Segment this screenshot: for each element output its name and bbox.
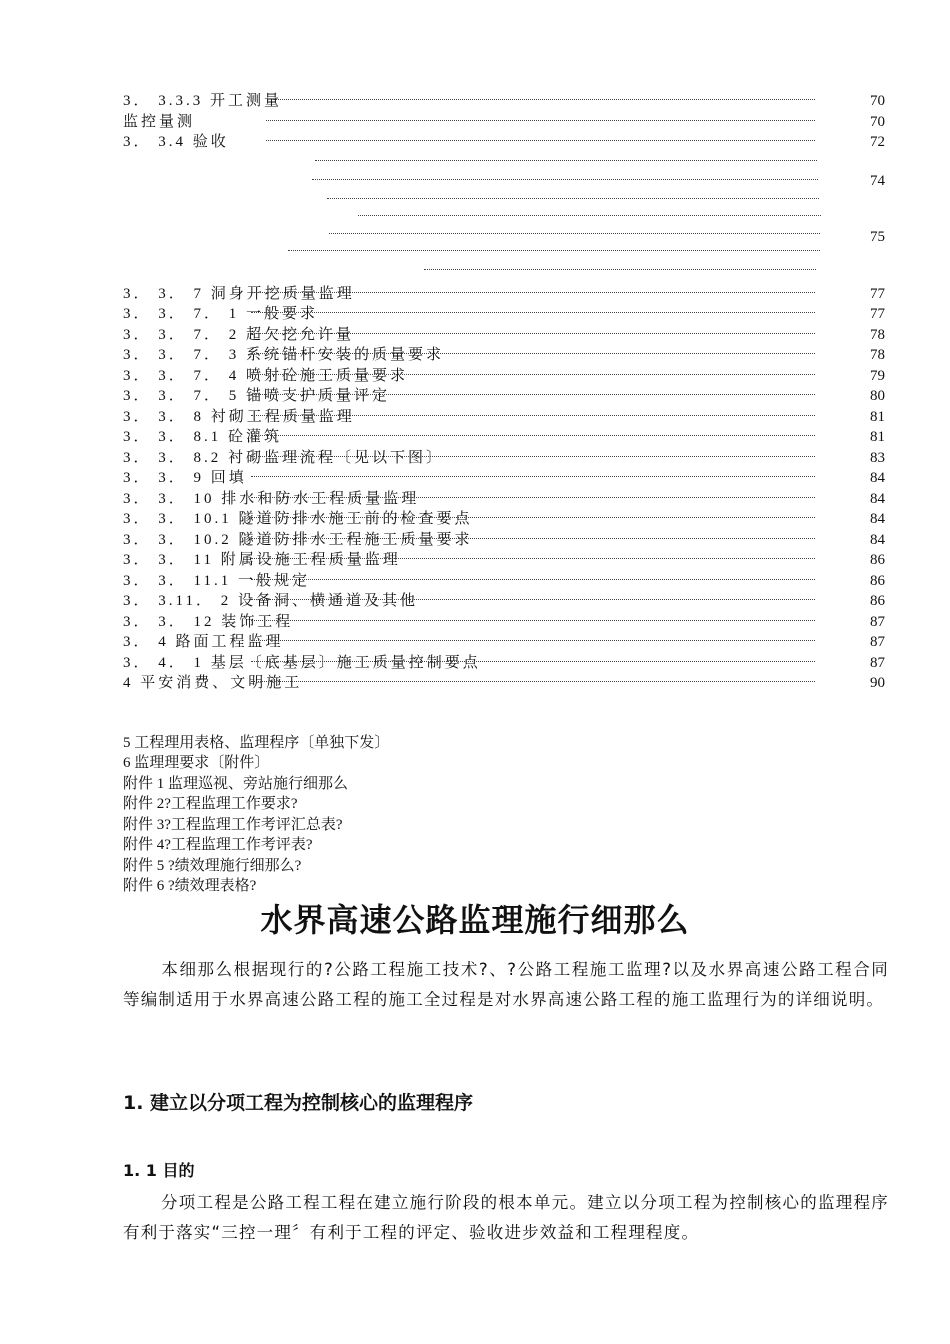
toc-leader [273, 99, 815, 100]
toc-leader [251, 558, 815, 559]
toc-entry[interactable] [123, 591, 885, 611]
toc-entry[interactable] [123, 509, 885, 529]
toc-entry[interactable] [123, 345, 885, 365]
toc-entry-page: 84 [870, 470, 885, 486]
toc-entry-label: 3． 3． 7 洞身开挖质量监理 [123, 286, 355, 302]
toc-entry[interactable] [123, 304, 885, 324]
toc-entry-label: 3． 3． 10.2 隧道防排水工程施工质量要求 [123, 532, 473, 548]
toc-entry-label: 3． 3． 7． 1 一般要求 [123, 306, 319, 322]
toc-leader [251, 640, 815, 641]
attachment-item: 5 工程理用表格、监理程序〔单独下发〕 [123, 735, 390, 751]
intro-paragraph [123, 955, 889, 1015]
toc-entry-page: 90 [870, 675, 885, 691]
toc-entry-page: 77 [870, 286, 885, 302]
toc-entry-label: 3． 3． 11 附属设施工程质量监理 [123, 552, 401, 568]
toc-leader [251, 435, 815, 436]
toc-entry-page: 75 [870, 229, 885, 245]
toc-entry-label: 3． 3． 8.2 衬砌监理流程〔见以下图〕 [123, 450, 445, 466]
subsection-paragraph [123, 1188, 889, 1248]
toc-entry-label: 3． 3． 10 排水和防水工程质量监理 [123, 491, 420, 507]
toc-leader [251, 292, 815, 293]
attachment-item: 附件 2?工程监理工作要求? [123, 796, 298, 812]
toc-entry-label: 3． 4． 1 基层〔底基层〕施工质量控制要点 [123, 655, 481, 671]
toc-leader [288, 250, 820, 251]
attachment-item: 附件 1 监理巡视、旁站施行细那么 [123, 776, 349, 792]
subsection-text: 分项工程是公路工程工程在建立施行阶段的根本单元。建立以分项工程为控制核心的监理程序有利于落实“三控一理〞有利于工程的评定、验收进步效益和工程理程度。 [123, 1193, 889, 1242]
toc-leader [251, 681, 815, 682]
toc-entry[interactable] [123, 612, 885, 632]
toc-entry-page: 87 [870, 614, 885, 630]
toc-entry-label: 3． 3． 8.1 砼灌筑 [123, 429, 283, 445]
toc-entry-label: 3． 3.3.3 开工测量 [123, 93, 283, 109]
toc-leader [251, 394, 815, 395]
toc-entry-page: 86 [870, 552, 885, 568]
toc-entry-label: 3． 3． 8 衬砌工程质量监理 [123, 409, 355, 425]
toc-leader [251, 620, 815, 621]
document-title: 水界高速公路监理施行细那么 [260, 901, 690, 939]
toc-entry[interactable] [123, 550, 885, 570]
toc-entry-label: 3． 3． 7． 3 系统锚杆安装的质量要求 [123, 347, 445, 363]
toc-entry[interactable] [123, 366, 885, 386]
toc-leader [329, 233, 820, 234]
toc-entry-page: 72 [870, 134, 885, 150]
toc-entry-label: 3． 3.4 验收 [123, 134, 229, 150]
toc-leader [251, 599, 815, 600]
toc-entry[interactable] [123, 653, 885, 673]
attachment-item: 附件 6 ?绩效理表格? [123, 878, 257, 894]
toc-entry-label: 3． 3． 9 回填 [123, 470, 247, 486]
attachment-item: 附件 3?工程监理工作考评汇总表? [123, 817, 343, 833]
toc-entry-page: 80 [870, 388, 885, 404]
toc-entry[interactable] [123, 325, 885, 345]
intro-text: 本细那么根据现行的?公路工程施工技术?、?公路工程施工监理?以及水界高速公路工程合同等编制适用于水界高速公路工程的施工全过程是对水界高速公路工程的施工监理行为的详细说明。 [123, 960, 889, 1009]
toc-entry[interactable] [123, 489, 885, 509]
toc-entry-page: 81 [870, 429, 885, 445]
toc-leader [251, 415, 815, 416]
toc-entry-page: 77 [870, 306, 885, 322]
section-heading: 1. 建立以分项工程为控制核心的监理程序 [123, 1092, 474, 1114]
toc-entry-page: 81 [870, 409, 885, 425]
toc-entry-label: 3． 3． 7． 2 超欠挖允许量 [123, 327, 355, 343]
toc-entry-label: 3． 3． 7． 4 喷射砼施工质量要求 [123, 368, 409, 384]
toc-entry-page: 86 [870, 593, 885, 609]
toc-leader [327, 198, 819, 199]
toc-leader [251, 456, 815, 457]
toc-entry[interactable] [123, 171, 885, 191]
toc-entry-page: 87 [870, 655, 885, 671]
toc-leader [251, 476, 815, 477]
toc-entry[interactable] [123, 530, 885, 550]
toc-entry-page: 83 [870, 450, 885, 466]
toc-entry-label: 4 平安消费、文明施工 [123, 675, 303, 691]
toc-leader [315, 160, 817, 161]
toc-entry[interactable] [123, 227, 885, 247]
toc-entry[interactable] [123, 468, 885, 488]
toc-leader [251, 661, 815, 662]
toc-leader [424, 269, 816, 270]
toc-entry-page: 70 [870, 114, 885, 130]
toc-leader [358, 215, 821, 216]
toc-leader [251, 353, 815, 354]
toc-entry[interactable] [123, 407, 885, 427]
toc-entry-page: 74 [870, 173, 885, 189]
toc-entry-page: 84 [870, 511, 885, 527]
toc-leader [251, 312, 815, 313]
toc-entry-page: 84 [870, 532, 885, 548]
attachment-item: 6 监理理要求〔附件〕 [123, 755, 270, 771]
subsection-heading: 1. 1 目的 [123, 1161, 195, 1180]
toc-entry-label: 3． 3． 10.1 隧道防排水施工前的检查要点 [123, 511, 473, 527]
toc-entry-page: 78 [870, 327, 885, 343]
toc-leader [251, 517, 815, 518]
toc-entry-page: 79 [870, 368, 885, 384]
toc-entry-label: 3． 3． 11.1 一般规定 [123, 573, 310, 589]
toc-entry[interactable] [123, 571, 885, 591]
toc-leader [312, 179, 818, 180]
attachment-item: 附件 4?工程监理工作考评表? [123, 837, 313, 853]
toc-leader [251, 579, 815, 580]
toc-leader [251, 538, 815, 539]
toc-entry[interactable] [123, 448, 885, 468]
toc-entry[interactable] [123, 284, 885, 304]
toc-entry-page: 84 [870, 491, 885, 507]
toc-entry-page: 70 [870, 93, 885, 109]
toc-leader [266, 120, 815, 121]
attachment-item: 附件 5 ?绩效理施行细那么? [123, 858, 302, 874]
toc-entry[interactable] [123, 132, 885, 152]
toc-entry-label: 3． 3.11． 2 设备洞、横通道及其他 [123, 593, 418, 609]
toc-entry[interactable] [123, 112, 885, 132]
toc-leader [251, 374, 815, 375]
toc-entry[interactable] [123, 632, 885, 652]
toc-leader [251, 497, 815, 498]
toc-leader [251, 333, 815, 334]
toc-entry-label: 3． 4 路面工程监理 [123, 634, 284, 650]
toc-entry-label: 监控量测 [123, 114, 196, 130]
toc-entry-page: 87 [870, 634, 885, 650]
toc-entry-page: 86 [870, 573, 885, 589]
toc-entry[interactable] [123, 673, 885, 693]
toc-leader [266, 140, 815, 141]
toc-entry-label: 3． 3． 7． 5 锚喷支护质量评定 [123, 388, 391, 404]
toc-entry-label: 3． 3． 12 装饰工程 [123, 614, 294, 630]
toc-entry-page: 78 [870, 347, 885, 363]
toc-entry[interactable] [123, 427, 885, 447]
toc-entry[interactable] [123, 386, 885, 406]
toc-entry[interactable] [123, 91, 885, 111]
